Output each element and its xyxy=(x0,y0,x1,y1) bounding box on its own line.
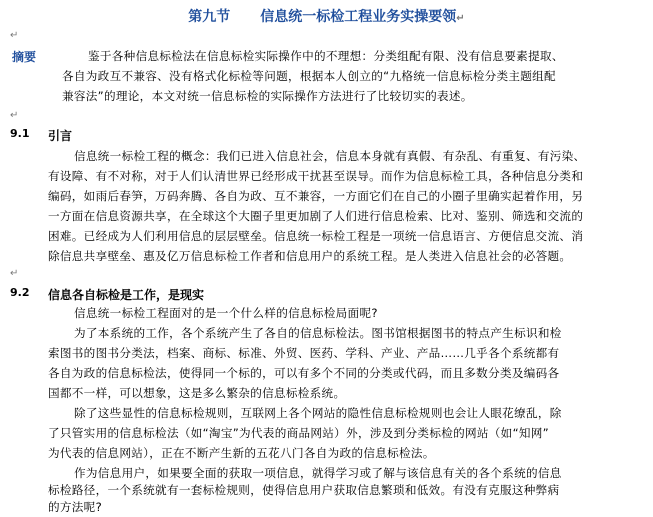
paragraph-mark-icon: ↵ xyxy=(10,268,19,279)
page-title xyxy=(0,6,653,26)
abstract-line-3: 兼容法”的理论，本文对统一信息标检的实际操作方法进行了比较切实的表述。 xyxy=(62,89,473,103)
body-line-8: 为代表的信息网站），正在不断产生新的五花八门各自为政的信息标检法。 xyxy=(48,446,435,460)
intro-line-4: 一方面在信息资源共享，在全球这个大圈子里更加剧了人们进行信息检索、比对、鉴别、筛选和交流的 xyxy=(48,209,584,223)
body-line-3: 索图书的图书分类法，档案、商标、标准、外贸、医药、学科、产业、产品……几乎各个系统都有 xyxy=(48,346,560,360)
body-line-10: 标检路径，一个系统就有一套标检规则，使得信息用户获取信息繁琐和低效。有没有克服这种弊病 xyxy=(48,483,560,497)
paragraph-mark-icon: ↵ xyxy=(10,110,19,121)
intro-line-5: 困难。已经成为人们利用信息的层层壁垒。信息统一标检工程是一项统一信息语言、方便信息交流、消 xyxy=(48,229,584,243)
section-number: 9.1 xyxy=(10,127,30,140)
intro-line-1: 信息统一标检工程的概念：我们已进入信息社会，信息本身就有真假、有杂乱、有重复、有污染、 xyxy=(74,149,586,163)
body-line-6: 除了这些显性的信息标检规则，互联网上各个网站的隐性信息标检规则也会让人眼花缭乱，除 xyxy=(74,406,562,420)
intro-line-2: 有设障、有不对称，对于人们认清世界已经形成干扰甚至误导。而作为信息标检工具，各种信息分类和 xyxy=(48,169,584,183)
intro-line-3: 编码，如雨后春笋，万码奔腾、各自为政、互不兼容，一方面它们在自己的小圈子里确实起着作用，另 xyxy=(48,189,584,203)
paragraph-mark-icon: ↵ xyxy=(10,30,19,41)
body-line-11: 的方法呢? xyxy=(48,500,103,514)
abstract-label: 摘要 xyxy=(12,50,37,64)
body-line-5: 国都不一样，可以想象，这是多么繁杂的信息标检系统。 xyxy=(48,386,346,400)
section-label: 第九节 xyxy=(188,9,231,25)
intro-line-6: 除信息共享壁垒、惠及亿万信息标检工作者和信息用户的系统工程。是人类进入信息社会的必答题。 xyxy=(48,249,572,263)
body-line-7: 了只管实用的信息标检法（如“淘宝”为代表的商品网站）外，涉及到分类标检的网站（如“知网” xyxy=(48,426,549,440)
section-heading: 引言 xyxy=(48,129,73,143)
body-line-1: 信息统一标检工程面对的是一个什么样的信息标检局面呢? xyxy=(74,306,378,320)
section-title: 信息统一标检工程业务实操要领 xyxy=(260,9,457,25)
section-heading: 信息各自标检是工作，是现实 xyxy=(48,288,205,302)
body-line-9: 作为信息用户，如果要全面的获取一项信息，就得学习或了解与该信息有关的各个系统的信息 xyxy=(74,466,562,480)
section-number: 9.2 xyxy=(10,286,30,299)
abstract-line-1: 鉴于各种信息标检法在信息标检实际操作中的不理想：分类组配有限、没有信息要素提取、 xyxy=(88,49,564,63)
abstract-line-2: 各自为政互不兼容、没有格式化标检等问题，根据本人创立的“九格统一信息标检分类主题组配 xyxy=(62,69,556,83)
body-line-4: 各自为政的信息标检法，使得同一个标的，可以有多个不同的分类或代码，而且多数分类及编码各 xyxy=(48,366,560,380)
body-line-2: 为了本系统的工作，各个系统产生了各自的信息标检法。图书馆根据图书的特点产生标识和检 xyxy=(74,326,562,340)
paragraph-mark-icon: ↵ xyxy=(456,13,465,24)
